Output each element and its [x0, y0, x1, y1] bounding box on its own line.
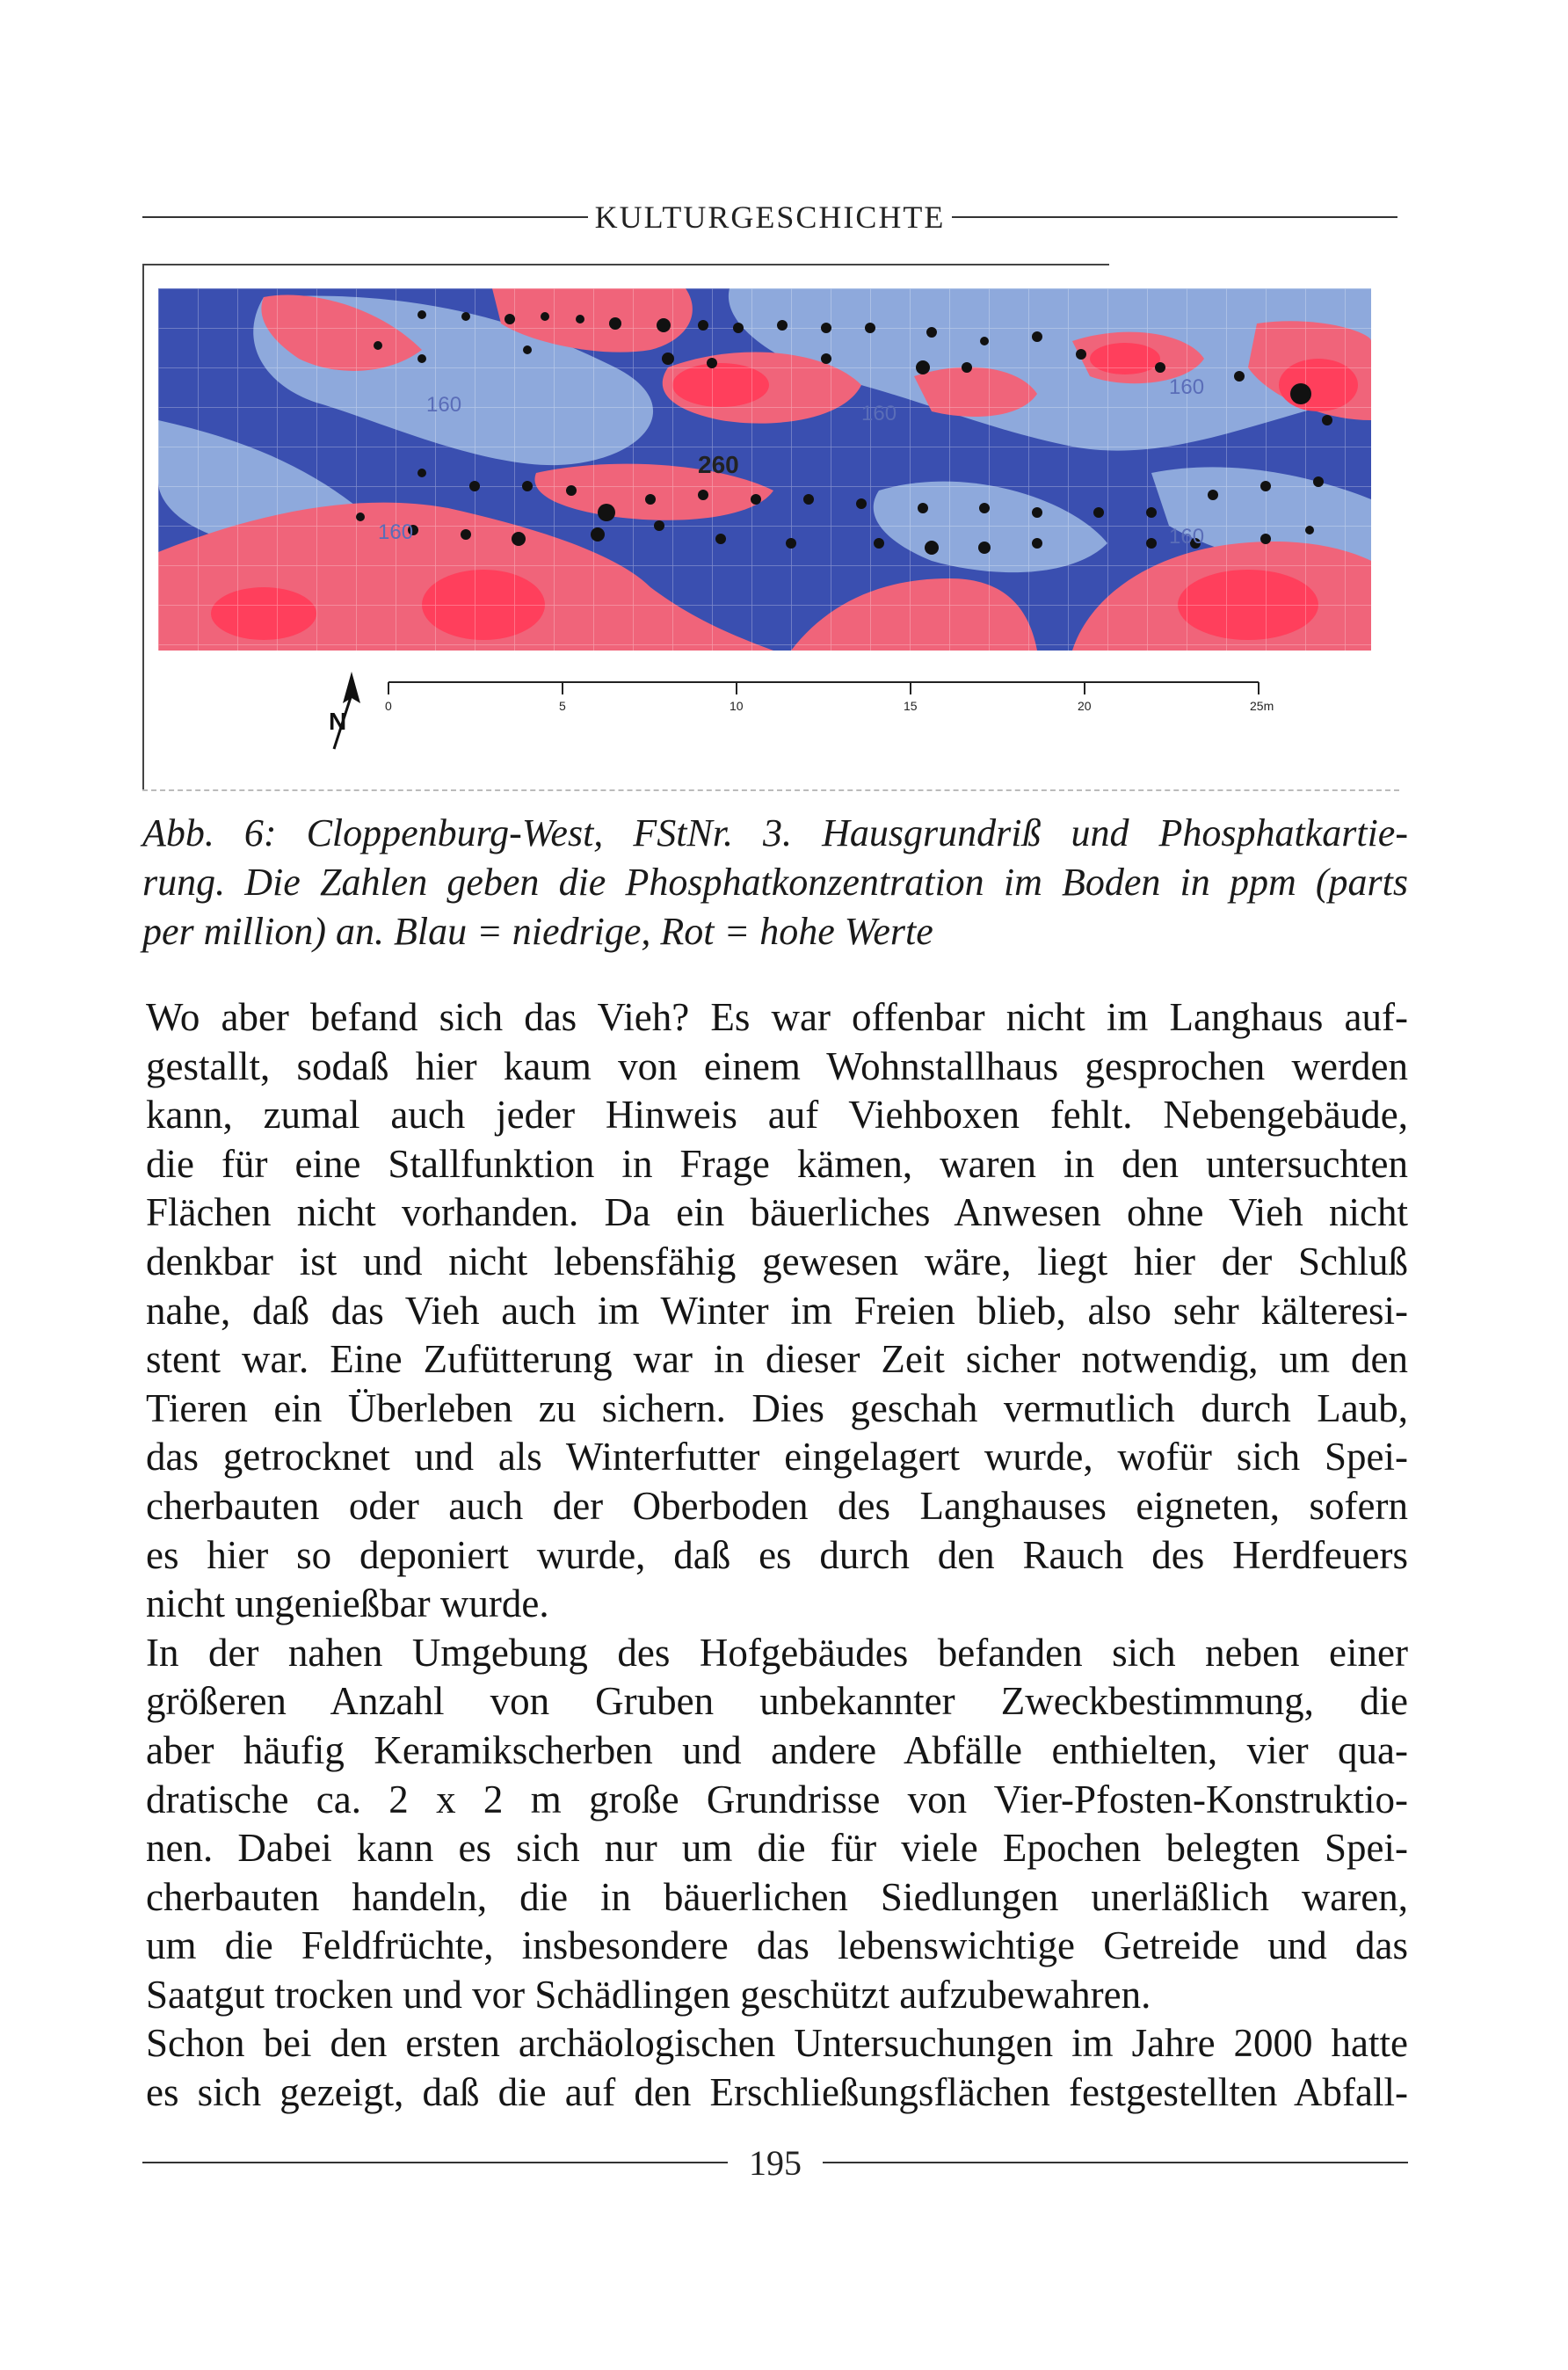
scale-tick-label: 5: [559, 699, 566, 713]
body-line: es hier so deponiert wurde, daß es durch den Rauch des Herdfeuers: [146, 1532, 1408, 1577]
body-line: größeren Anzahl von Gruben unbekannter Zweckbestimmung, die: [146, 1679, 1408, 1724]
running-header: [142, 195, 1397, 239]
scale-tick-label: 0: [385, 699, 392, 713]
scale-tick-label: 10: [730, 699, 744, 713]
body-text: [146, 993, 1408, 2118]
body-line: das getrocknet und als Winterfutter eingelagert wurde, wofür sich Spei-: [146, 1435, 1408, 1479]
figure-caption: [142, 809, 1408, 956]
page-number: 195: [749, 2142, 802, 2183]
page-footer: [142, 2138, 1408, 2187]
figure-phosphate-map: [142, 264, 1399, 791]
figure-frame-top: [142, 264, 1109, 265]
body-line: Schon bei den ersten archäologischen Untersuchungen im Jahre 2000 hatte: [146, 2021, 1408, 2066]
map-label-160: 160: [1169, 525, 1205, 549]
scale-tick-label: 15: [904, 699, 918, 713]
body-line: kann, zumal auch jeder Hinweis auf Viehboxen fehlt. Nebengebäude,: [146, 1093, 1408, 1138]
caption-line: rung. Die Zahlen geben die Phosphatkonzentration im Boden in ppm (parts: [142, 861, 1408, 904]
running-header-title: KULTURGESCHICHTE: [594, 200, 946, 235]
scale-tick-label: 20: [1078, 699, 1092, 713]
body-line: cherbauten oder auch der Oberboden des Langhauses eigneten, sofern: [146, 1483, 1408, 1528]
map-label-160: 160: [426, 393, 462, 417]
body-line: nen. Dabei kann es sich nur um die für viele Epochen belegten Spei-: [146, 1826, 1408, 1871]
north-arrow-icon: [318, 668, 371, 756]
body-line: es sich gezeigt, daß die auf den Erschließungsflächen festgestellten Abfall-: [146, 2070, 1408, 2115]
map-label-260: 260: [698, 451, 739, 478]
body-line: dratische ca. 2 x 2 m große Grundrisse von Vier-Pfosten-Konstruktio-: [146, 1777, 1408, 1821]
body-line: In der nahen Umgebung des Hofgebäudes befanden sich neben einer: [146, 1630, 1408, 1675]
svg-text:N: N: [329, 708, 347, 735]
caption-line: Abb. 6: Cloppenburg-West, FStNr. 3. Hausgrundriß und Phosphatkartie-: [142, 811, 1408, 854]
figure-frame-bottom: [142, 789, 1399, 791]
body-line: Wo aber befand sich das Vieh? Es war offenbar nicht im Langhaus auf-: [146, 995, 1408, 1039]
body-line: um die Feldfrüchte, insbesondere das lebenswichtige Getreide und das: [146, 1923, 1408, 1968]
scale-tick-label: 25m: [1250, 699, 1274, 713]
caption-line: per million) an. Blau = niedrige, Rot = hohe Werte: [142, 910, 933, 953]
footer-rule-right: [823, 2162, 1408, 2163]
body-line: Saatgut trocken und vor Schädlingen geschützt aufzubewahren.: [146, 1972, 1151, 2017]
body-line: die für eine Stallfunktion in Frage kämen, waren in den untersuchten: [146, 1141, 1408, 1186]
figure-frame-left: [142, 264, 144, 791]
body-line: Flächen nicht vorhanden. Da ein bäuerliches Anwesen ohne Vieh nicht: [146, 1190, 1408, 1235]
header-rule-left: [142, 216, 588, 218]
phosphate-contour-map: [158, 288, 1371, 651]
map-label-160: 160: [378, 520, 414, 544]
map-label-160: 160: [861, 402, 897, 425]
body-line: stent war. Eine Zufütterung war in dieser Zeit sicher notwendig, um den: [146, 1337, 1408, 1382]
scale-bar: [380, 677, 1390, 730]
body-line: nahe, daß das Vieh auch im Winter im Freien blieb, also sehr kälteresi-: [146, 1288, 1408, 1333]
body-line: aber häufig Keramikscherben und andere Abfälle enthielten, vier qua-: [146, 1727, 1408, 1772]
footer-rule-left: [142, 2162, 728, 2163]
map-label-160: 160: [1169, 375, 1205, 399]
body-line: denkbar ist und nicht lebensfähig gewesen wäre, liegt hier der Schluß: [146, 1239, 1408, 1283]
map-grid: [158, 288, 1371, 651]
body-line: gestallt, sodaß hier kaum von einem Wohnstallhaus gesprochen werden: [146, 1043, 1408, 1088]
body-line: Tieren ein Überleben zu sichern. Dies geschah vermutlich durch Laub,: [146, 1385, 1408, 1430]
body-line: nicht ungenießbar wurde.: [146, 1581, 549, 1626]
body-line: cherbauten handeln, die in bäuerlichen Siedlungen unerläßlich waren,: [146, 1874, 1408, 1919]
header-rule-right: [952, 216, 1397, 218]
